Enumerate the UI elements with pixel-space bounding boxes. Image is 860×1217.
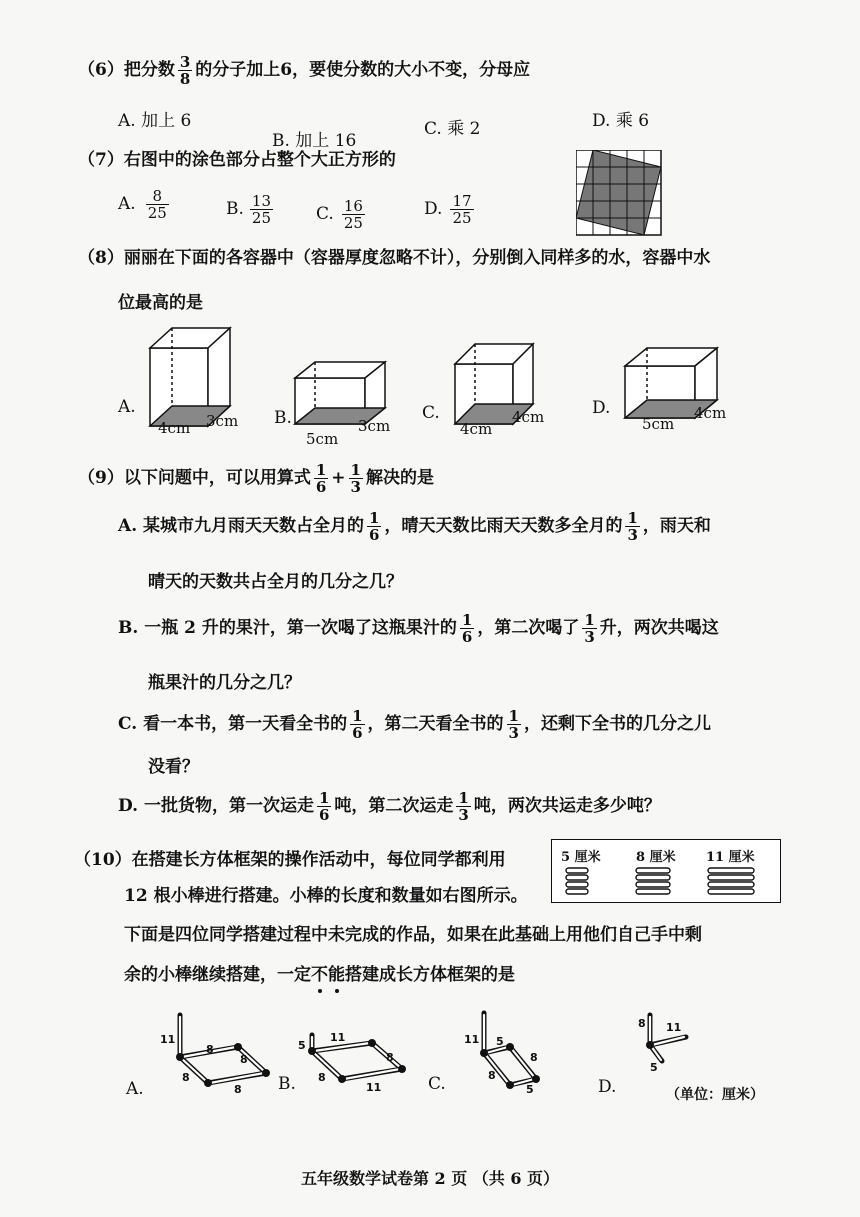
frame-b-label-1: 5 (298, 1039, 306, 1052)
q9-c-line2: 没看？ (148, 757, 199, 777)
q8-d-depth: 4cm (694, 404, 727, 422)
q9-b-frac2 (582, 612, 596, 645)
q9-b-frac1 (460, 612, 474, 645)
q9-b-f1-num: 1 (461, 611, 473, 629)
q7-option-b (226, 193, 276, 226)
q7-option-d (424, 193, 477, 226)
q7-a-fraction (146, 188, 169, 221)
q10-option-c: C. (428, 1074, 446, 1094)
q8-c-width: 4cm (460, 420, 493, 438)
q10-emphasis (311, 965, 345, 985)
q10-number: （10） (74, 850, 132, 870)
q9-d-frac2 (456, 790, 470, 823)
frame-c-label-1: 11 (464, 1033, 480, 1046)
q9-text-b: 解决的是 (365, 468, 434, 488)
q9-a-p2: ，晴天天数比雨天天数多全月的 (384, 516, 623, 536)
q9-d-f1-num: 1 (318, 789, 330, 807)
q9-d-p2: 吨，第二次运走 (334, 796, 454, 816)
q9-a-label: A. (118, 516, 138, 536)
q6-text-a: 把分数 (123, 60, 175, 80)
q9-option-b (118, 612, 719, 645)
q7-option-a (118, 188, 172, 221)
q9-d-f2-num: 1 (458, 789, 469, 807)
frame-a-label-1: 11 (160, 1033, 176, 1046)
q9-plus: + (331, 468, 346, 488)
q10-option-a: A. (126, 1079, 144, 1099)
q9-a-frac2 (625, 510, 639, 543)
q6-text-b: 的分子加上6，要使分数的大小不变，分母应 (195, 60, 531, 80)
q7-a-num: 8 (152, 187, 162, 205)
q9-a-frac1 (367, 510, 381, 543)
stick-legend-icons (552, 866, 780, 900)
q7-d-label: D. (424, 199, 443, 219)
q6-line (78, 54, 530, 87)
q7-c-label: C. (316, 204, 334, 224)
frame-b-label-4: 8 (318, 1071, 326, 1084)
page-footer: 五年级数学试卷第 2 页 （共 6 页） (300, 1169, 560, 1188)
q9-text-a: 以下问题中，可以用算式 (123, 468, 311, 488)
q10-line4c: 搭建成长方体框架的是 (345, 965, 515, 985)
q7-b-den: 25 (251, 209, 271, 227)
frame-a-label-3: 8 (240, 1053, 248, 1066)
q8-option-d-label: D. (592, 398, 611, 418)
q7-a-den: 25 (147, 204, 167, 222)
q9-d-p1: 一批货物，第一次运走 (143, 796, 314, 816)
frame-b-label-5: 11 (366, 1081, 382, 1094)
q9-b-label: B. (118, 618, 139, 638)
q10-line1 (74, 845, 506, 870)
q10-line3: 下面是四位同学搭建过程中未完成的作品，如果在此基础上用他们自己手中剩 (124, 925, 702, 945)
q10-text1: 在搭建长方体框架的操作活动中，每位同学都利用 (131, 850, 506, 870)
q7-d-fraction (450, 193, 473, 226)
q9-d-label: D. (118, 796, 139, 816)
q8-line1 (78, 243, 710, 268)
q9-c-p3: ，还剩下全书的几分之儿 (523, 714, 711, 734)
q8-c-depth: 4cm (512, 408, 545, 426)
q9-line (78, 462, 434, 495)
q9-a-f1-den: 6 (369, 526, 380, 544)
frame-a-label-5: 8 (234, 1083, 242, 1095)
q8-number: （8） (78, 248, 124, 268)
q8-text1: 丽丽在下面的各容器中（容器厚度忽略不计），分别倒入同样多的水，容器中水 (123, 248, 711, 268)
frame-b-label-2: 11 (330, 1031, 346, 1044)
frame-d-label-2: 11 (666, 1021, 682, 1034)
q9-c-f1-num: 1 (352, 707, 363, 725)
q9-b-p1: 一瓶 2 升的果汁，第一次喝了这瓶果汁的 (144, 618, 457, 638)
q6-frac-den: 8 (179, 70, 191, 88)
frame-c-label-4: 8 (488, 1069, 496, 1082)
q9-c-frac1 (350, 708, 364, 741)
q9-c-f1-den: 6 (352, 724, 363, 742)
q10-line2: 12 根小棒进行搭建。小棒的长度和数量如右图所示。 (124, 886, 528, 906)
q9-d-f1-den: 6 (318, 806, 330, 824)
q7-b-fraction (250, 193, 273, 226)
q7-d-num: 17 (452, 192, 472, 210)
q7-c-num: 16 (343, 197, 363, 215)
q9-option-c (118, 708, 711, 741)
q9-b-f2-den: 3 (584, 628, 595, 646)
q9-a-f2-num: 1 (627, 509, 638, 527)
q8-b-width: 5cm (306, 430, 339, 448)
stick-11-label: 11 厘米 (706, 850, 755, 865)
q6-option-a: A. 加上 6 (118, 111, 192, 131)
q7-c-den: 25 (343, 214, 363, 232)
q9-d-f2-den: 3 (458, 806, 469, 824)
q9-option-d (118, 790, 661, 823)
stick-5-label: 5 厘米 (561, 850, 601, 865)
q8-option-a-label: A. (118, 397, 136, 417)
q9-a-f2-den: 3 (627, 526, 638, 544)
q7-text: 右图中的涂色部分占整个大正方形的 (123, 150, 396, 170)
q6-option-c: C. 乘 2 (424, 119, 481, 139)
q8-option-b-label: B. (274, 408, 292, 428)
q7-number: （7） (78, 150, 124, 170)
q9-d-frac1 (317, 790, 331, 823)
q9-c-p1: 看一本书，第一天看全书的 (143, 714, 348, 734)
q9-option-a (118, 510, 711, 543)
q6-number: （6） (78, 60, 124, 80)
frame-c-label-3: 8 (530, 1051, 538, 1064)
q7-c-fraction (342, 198, 365, 231)
q10-option-b: B. (278, 1074, 296, 1094)
frame-c-label-2: 5 (496, 1035, 504, 1048)
q7-grid-figure (576, 150, 666, 240)
q7-d-den: 25 (452, 209, 472, 227)
q8-option-c-label: C. (422, 403, 440, 423)
q9-b-line2: 瓶果汁的几分之几？ (148, 673, 301, 693)
q10-unit-note: （单位：厘米） (666, 1087, 764, 1103)
q9-a-p1: 某城市九月雨天天数占全月的 (143, 516, 365, 536)
q9-b-f2-num: 1 (584, 611, 595, 629)
q9-d-p3: 吨，两次共运走多少吨？ (473, 796, 661, 816)
q8-a-width: 4cm (158, 419, 191, 437)
frame-b-label-3: 8 (386, 1051, 394, 1064)
q9-a-line2: 晴天的天数共占全月的几分之几？ (148, 572, 403, 592)
q10-option-d: D. (598, 1077, 617, 1097)
q8-line2: 位最高的是 (118, 293, 203, 313)
q9-frac2 (349, 462, 363, 495)
frame-c-label-5: 5 (526, 1083, 534, 1095)
q9-c-p2: ，第二天看全书的 (367, 714, 504, 734)
q9-f2-num: 1 (350, 461, 361, 479)
q7-option-c (316, 198, 368, 231)
q6-option-d: D. 乘 6 (592, 111, 650, 131)
q7-line (78, 145, 396, 170)
q7-b-num: 13 (251, 192, 271, 210)
q9-frac1 (314, 462, 328, 495)
emphasis-dot (335, 989, 339, 993)
q9-b-p2: ，第二次喝了 (477, 618, 580, 638)
q8-b-depth: 3cm (358, 417, 391, 435)
q8-d-width: 5cm (642, 415, 675, 433)
emphasis-dot (318, 989, 322, 993)
stick-8-label: 8 厘米 (636, 850, 676, 865)
q6-frac-num: 3 (179, 53, 191, 71)
q7-b-label: B. (226, 199, 244, 219)
q9-b-p3: 升，两次共喝这 (599, 618, 719, 638)
q9-b-f1-den: 6 (461, 628, 473, 646)
q9-c-f2-den: 3 (508, 724, 519, 742)
q9-f1-num: 1 (315, 461, 327, 479)
q8-a-depth: 3cm (206, 412, 239, 430)
q9-number: （9） (78, 468, 124, 488)
q10-line4 (124, 960, 515, 985)
q10-line4b: 不能 (311, 965, 345, 985)
q9-a-f1-num: 1 (369, 509, 380, 527)
q9-f2-den: 3 (350, 478, 361, 496)
q6-fraction (178, 54, 192, 87)
q10-line4a: 余的小棒继续搭建，一定 (124, 965, 311, 985)
frame-d-label-1: 8 (638, 1017, 646, 1030)
frame-a-label-2: 8 (206, 1043, 214, 1056)
q9-c-frac2 (507, 708, 521, 741)
q9-f1-den: 6 (315, 478, 327, 496)
q7-a-label: A. (118, 194, 136, 214)
q9-c-label: C. (118, 714, 138, 734)
stick-legend-box (551, 839, 781, 903)
q9-a-p3: ，雨天和 (642, 516, 711, 536)
q6-option-b: B. 加上 16 (272, 131, 357, 151)
frame-d-label-3: 5 (650, 1061, 658, 1074)
q9-c-f2-num: 1 (508, 707, 519, 725)
frame-a-label-4: 8 (182, 1071, 190, 1084)
